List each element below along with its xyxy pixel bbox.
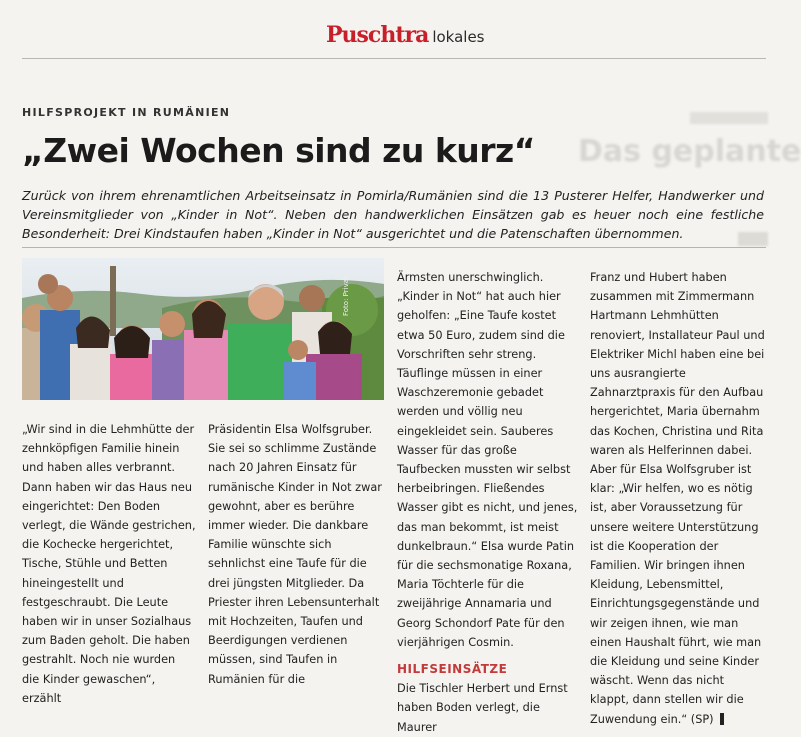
article-column-4	[590, 268, 766, 729]
masthead-divider	[22, 58, 766, 59]
photo-credit: Foto: Privat	[342, 276, 350, 316]
column-1-text: „Wir sind in die Lehmhütte der zehnköpfigen Familie hinein und haben alles verbrannt. Dann haben wir das Haus neu eingerichtet: Den Boden verlegt, die Wände gestrichen, die Kochecke hergerichtet, Tische, Stühle und Betten hineingestellt und festgeschraubt. Die Leute haben wir in unser Sozialhaus zum Baden geholt. Die haben gestrahlt. Noch nie wurden die Kinder gewaschen“, erzählt	[22, 423, 196, 705]
column-3-text: Ärmsten unerschwinglich. „Kinder in Not“ hat auch hier geholfen: „Eine Taufe kostet etwa 50 Euro, zudem sind die Vorschriften sehr streng. Täuflinge müssen in einer Waschzeremonie gebadet werden und völlig neu eingekleidet sein. Sauberes Wasser für das große Taufbecken mussten wir selbst herbeibringen. Fließendes Wasser gibt es nicht, und jenes, das man bekommt, ist meist dunkelbraun.“ Elsa wurde Patin für die sechsmonatige Roxana, Maria Töchterle für die zweijährige Annamaria und Georg Schondorf Pate für den vierjährigen Cosmin.	[397, 271, 578, 649]
column-2-text: Präsidentin Elsa Wolfsgruber. Sie sei so schlimme Zustände nach 20 Jahren Einsatz für rumänische Kinder in Not zwar gewohnt, aber es berühre immer wieder. Die dankbare Familie wünschte sich sehnlichst eine Taufe für die drei jüngsten Mitglieder. Da Priester ihren Lebensunterhalt mit Hochzeiten, Taufen und Beerdigungen verdienen müssen, sind Taufen in Rumänien für die	[208, 423, 382, 686]
column-4-text-body: Franz und Hubert haben zusammen mit Zimmermann Hartmann Lehmhütten renoviert, Installateur Paul und Elektriker Michl haben eine bei uns ausrangierte Zahnarztpraxis für den Aufbau hergerichtet, Maria übernahm das Kochen, Christina und Rita waren als Helferinnen dabei. Aber für Elsa Wolfsgruber ist klar: „Wir helfen, wo es nötig ist, aber Voraussetzung für unsere weitere Unterstützung ist die Kooperation der Familien. Wir bringen ihnen Kleidung, Lebensmittel, Einrichtungsgegenstände und wir zeigen ihnen, wie man einen Haushalt führt, wie man die Kleidung und seine Kinder wäscht. Wenn das nicht klappt, dann stellen wir die Zuwendung ein.“ (SP)	[590, 271, 765, 726]
article-headline: „Zwei Wochen sind zu kurz“	[22, 131, 535, 170]
logo-brand: Puschtra	[326, 22, 429, 48]
subhead-hilfseinsaetze: HILFSEINSÄTZE	[397, 662, 508, 677]
ghost-headline: Das geplante	[578, 134, 801, 169]
article-kicker: HILFSPROJEKT IN RUMÄNIEN	[22, 106, 231, 119]
logo	[326, 22, 485, 48]
lead-divider	[22, 247, 766, 248]
column-4-text	[590, 268, 766, 729]
group-photo	[22, 258, 384, 400]
group-photo-illustration	[22, 258, 384, 400]
ghost-page-strip	[690, 112, 768, 124]
article-lead: Zurück von ihrem ehrenamtlichen Arbeitseinsatz in Pomirla/Rumänien sind die 13 Pusterer Helfer, Handwerker und Vereinsmitglieder von „Kinder in Not“. Neben den handwerklichen Einsätzen gab es heuer noch eine festliche Besonderheit: Drei Kindstaufen haben „Kinder in Not“ ausgerichtet und die Patenschaften übernommen.	[22, 188, 764, 241]
end-mark-icon	[720, 713, 724, 725]
logo-section: lokales	[432, 28, 485, 46]
masthead	[0, 0, 768, 58]
article-column-2	[208, 420, 384, 689]
column-3b-text: Die Tischler Herbert und Ernst haben Boden verlegt, die Maurer	[397, 682, 568, 734]
article-column-1	[22, 420, 196, 708]
article-column-3	[397, 268, 578, 737]
